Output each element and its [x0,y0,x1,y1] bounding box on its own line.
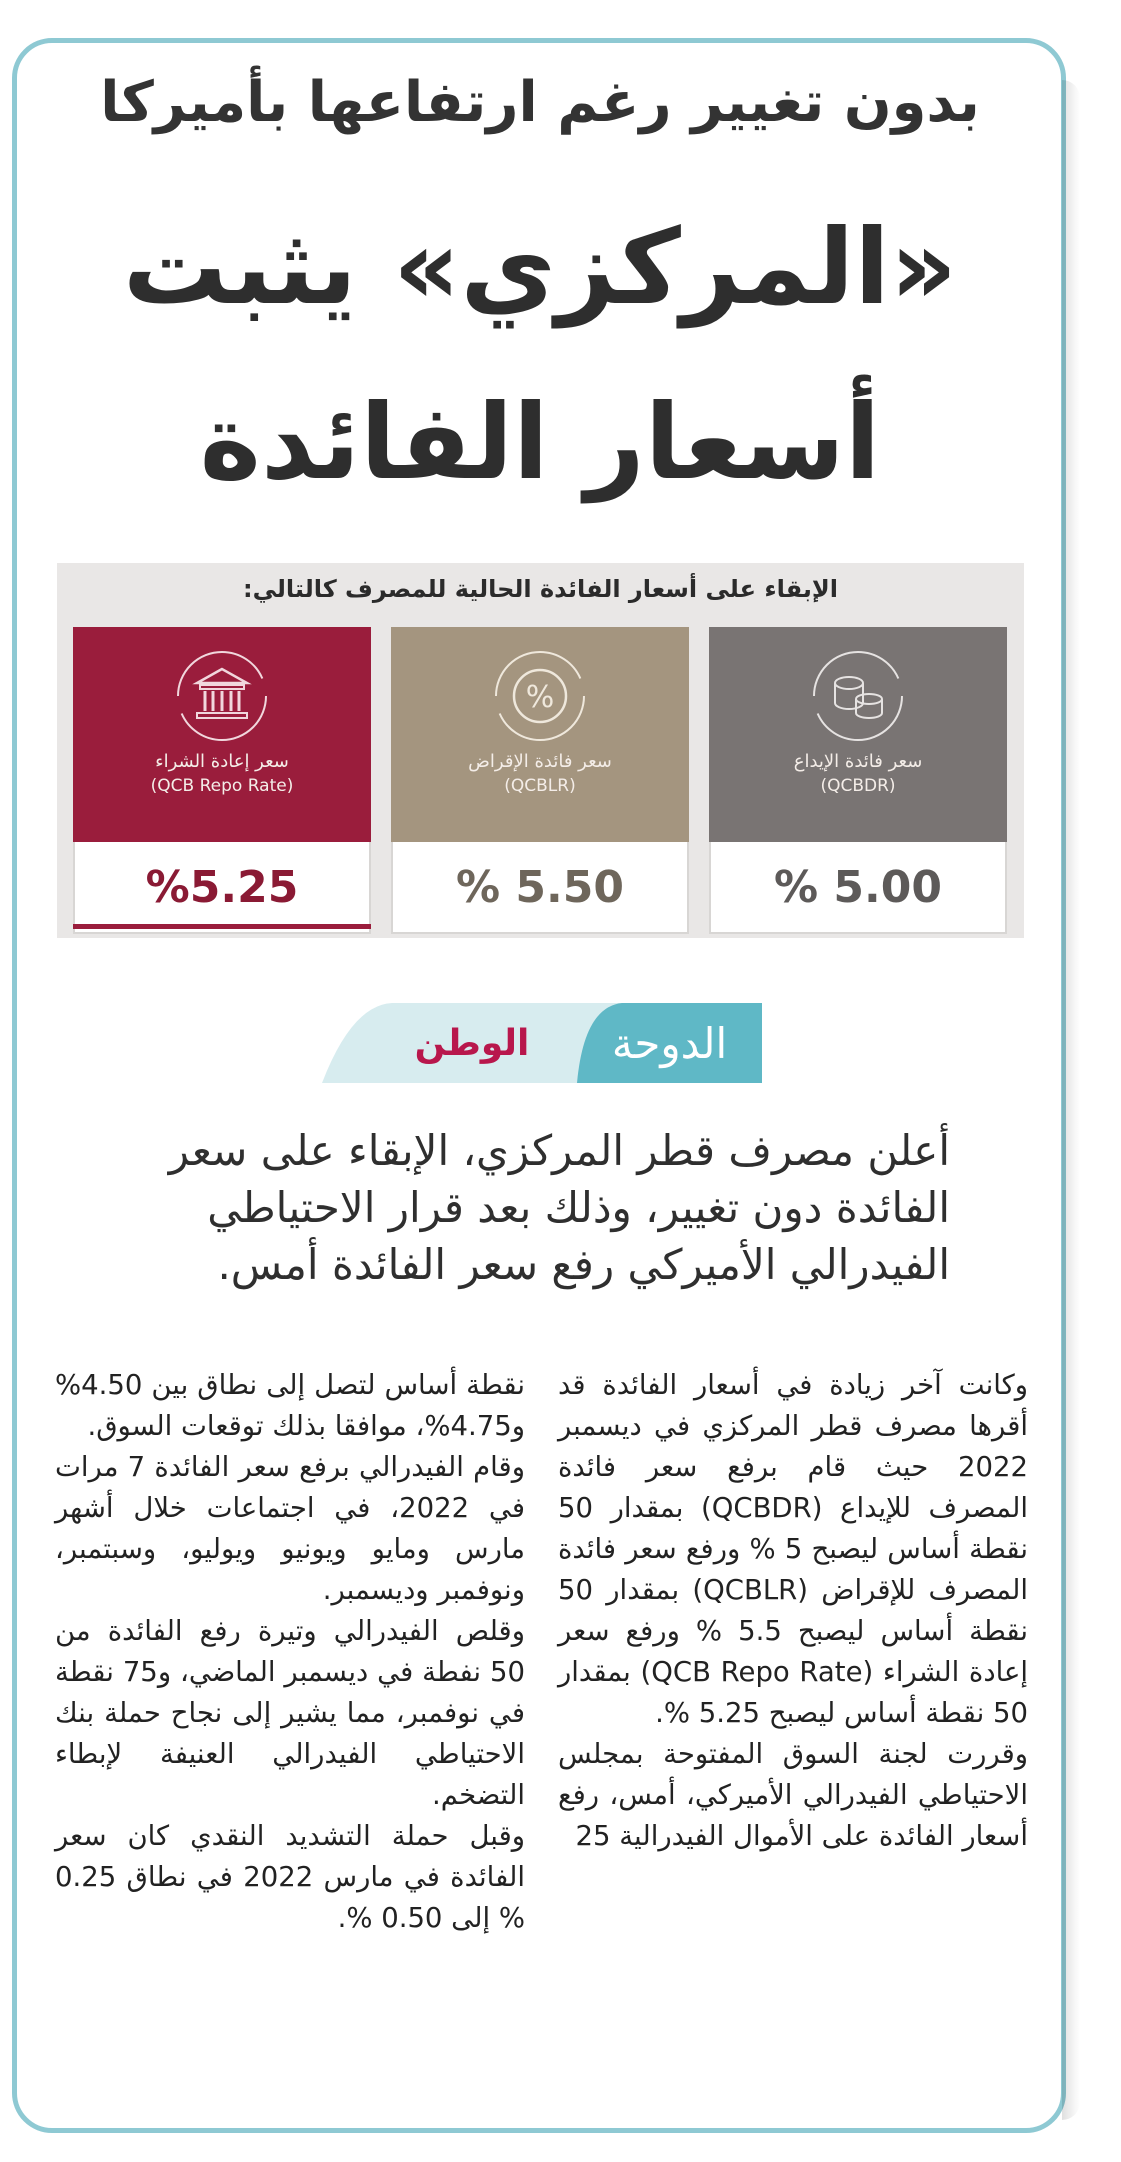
paragraph: نقطة أساس لتصل إلى نطاق بين 4.50% و4.75%، موافقا بذلك توقعات السوق. [55,1369,525,1442]
headline-line-2: أسعار الفائدة [199,381,881,503]
paragraph: وكانت آخر زيادة في أسعار الفائدة قد أقرها مصرف قطر المركزي في ديسمبر 2022 حيث قام برفع سعر فائدة المصرف للإيداع (QCBDR) بمقدار 50 نقطة أساس ليصبح 5 % ورفع سعر فائدة المصرف للإقراض (QCBLR) بمقدار 50 نقطة أساس ليصبح 5.5 % ورفع سعر إعادة الشراء (QCB Repo Rate) بمقدار 50 نقطة أساس ليصبح 5.25 %. [558,1369,1029,1729]
repo-accent-bar [73,924,371,929]
paragraph: وقلص الفيدرالي وتيرة رفع الفائدة من 50 نفطة في ديسمبر الماضي، و75 نقطة في نوفمبر، مما يشير إلى نجاح حملة بنك الاحتياطي الفيدرالي العنيفة لإبطاء التضخم. [55,1615,525,1811]
svg-text:%: % [525,680,555,715]
tile-label: سعر فائدة الإيداع [793,751,923,772]
bank-icon [173,647,271,745]
tile-value: % 5.00 [709,842,1007,934]
tile-value: % 5.50 [391,842,689,934]
headline-line-1: «المركزي» يثبت [122,206,958,328]
lead-paragraph: أعلن مصرف قطر المركزي، الإبقاء على سعر الفائدة دون تغيير، وذلك بعد قرار الاحتياطي الفيدرالي الأميركي رفع سعر الفائدة أمس. [168,1126,950,1289]
tile-code: (QCB Repo Rate) [150,776,294,796]
rates-infographic [57,563,1024,938]
tile-value: %5.25 [73,842,371,934]
infographic-title: الإبقاء على أسعار الفائدة الحالية للمصرف كالتالي: [243,575,838,603]
newspaper-name: الوطن [414,1022,530,1064]
tile-code: (QCBLR) [504,776,576,796]
body-column-right [558,1365,1028,1857]
body-column-left [55,1365,525,1939]
paragraph: وقررت لجنة السوق المفتوحة بمجلس الاحتياطي الفيدرالي الأميركي، أمس، رفع أسعار الفائدة على الأموال الفيدرالية 25 [558,1738,1028,1852]
tile-label: سعر إعادة الشراء [155,751,289,772]
tile-deposit-rate [709,627,1007,934]
dateline-city: الدوحة [611,1018,728,1068]
paragraph: وقام الفيدرالي برفع سعر الفائدة 7 مرات في 2022، في اجتماعات خلال أشهر مارس ومايو ويونيو ويوليو، وسبتمبر، ونوفمبر وديسمبر. [55,1451,525,1606]
paragraph: وقبل حملة التشديد النقدي كان سعر الفائدة في مارس 2022 في نطاق 0.25 % إلى 0.50 %. [55,1820,525,1934]
tile-lending-rate [391,627,689,934]
tile-repo-rate [73,627,371,934]
coins-icon [809,647,907,745]
card-shadow [1062,80,1080,2120]
dateline-banner [322,993,762,1093]
percent-icon [491,647,589,745]
kicker: بدون تغيير رغم ارتفاعها بأميركا [100,70,980,135]
tile-label: سعر فائدة الإقراض [468,751,612,772]
tile-code: (QCBDR) [820,776,896,796]
